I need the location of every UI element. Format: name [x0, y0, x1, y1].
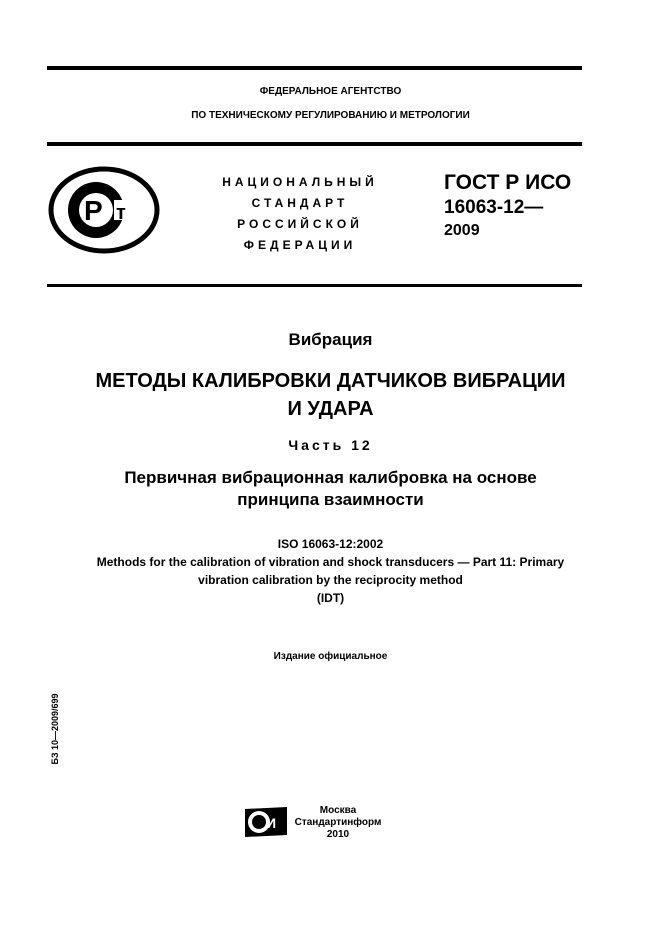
standard-type	[200, 172, 400, 256]
iso-title-line1: Methods for the calibration of vibration and shock transducers — Part 11: Primary	[96, 555, 565, 569]
designation	[444, 170, 571, 242]
edition: Издание официальное	[273, 651, 388, 662]
subject: Вибрация	[288, 330, 373, 349]
standard-type-line: СТАНДАРТ	[251, 196, 349, 210]
subtitle-line2: принципа взаимности	[237, 490, 424, 509]
part-number: Часть 12	[288, 437, 373, 453]
standard-type-line: РОССИЙСКОЙ	[237, 217, 363, 231]
side-code: БЗ 10—2009/699	[50, 693, 60, 765]
publisher-logo	[243, 805, 289, 844]
iso-title-line2: vibration calibration by the reciprocity method	[198, 573, 463, 587]
standard-type-line: ФЕДЕРАЦИИ	[243, 238, 357, 252]
agency-line1: ФЕДЕРАЛЬНОЕ АГЕНТСТВО	[259, 86, 402, 97]
mid-rule	[47, 284, 582, 287]
top-rule	[47, 66, 582, 70]
publisher	[290, 805, 386, 841]
header-rule	[47, 142, 582, 146]
main-title-line1: МЕТОДЫ КАЛИБРОВКИ ДАТЧИКОВ ВИБРАЦИИ	[95, 370, 566, 392]
publisher-year: 2010	[326, 829, 350, 840]
publisher-name: Стандартинформ	[294, 817, 382, 828]
designation-line1: ГОСТ Р ИСО	[444, 171, 572, 194]
designation-line3: 2009	[444, 222, 480, 239]
designation-line2: 16063-12—	[444, 197, 544, 218]
main-title-line2: И УДАРА	[287, 398, 374, 420]
agency-line2: ПО ТЕХНИЧЕСКОМУ РЕГУЛИРОВАНИЮ И МЕТРОЛОГИИ	[191, 110, 470, 121]
rst-logo	[48, 166, 160, 259]
svg-text:И: И	[266, 815, 277, 831]
iso-idt: (IDT)	[316, 591, 345, 605]
publisher-city: Москва	[319, 805, 357, 816]
iso-number: ISO 16063-12:2002	[277, 537, 384, 551]
svg-text:т: т	[116, 202, 126, 224]
subtitle-line1: Первичная вибрационная калибровка на основе	[124, 468, 537, 487]
standard-type-line: НАЦИОНАЛЬНЫЙ	[222, 175, 378, 189]
svg-text:P: P	[84, 195, 103, 226]
